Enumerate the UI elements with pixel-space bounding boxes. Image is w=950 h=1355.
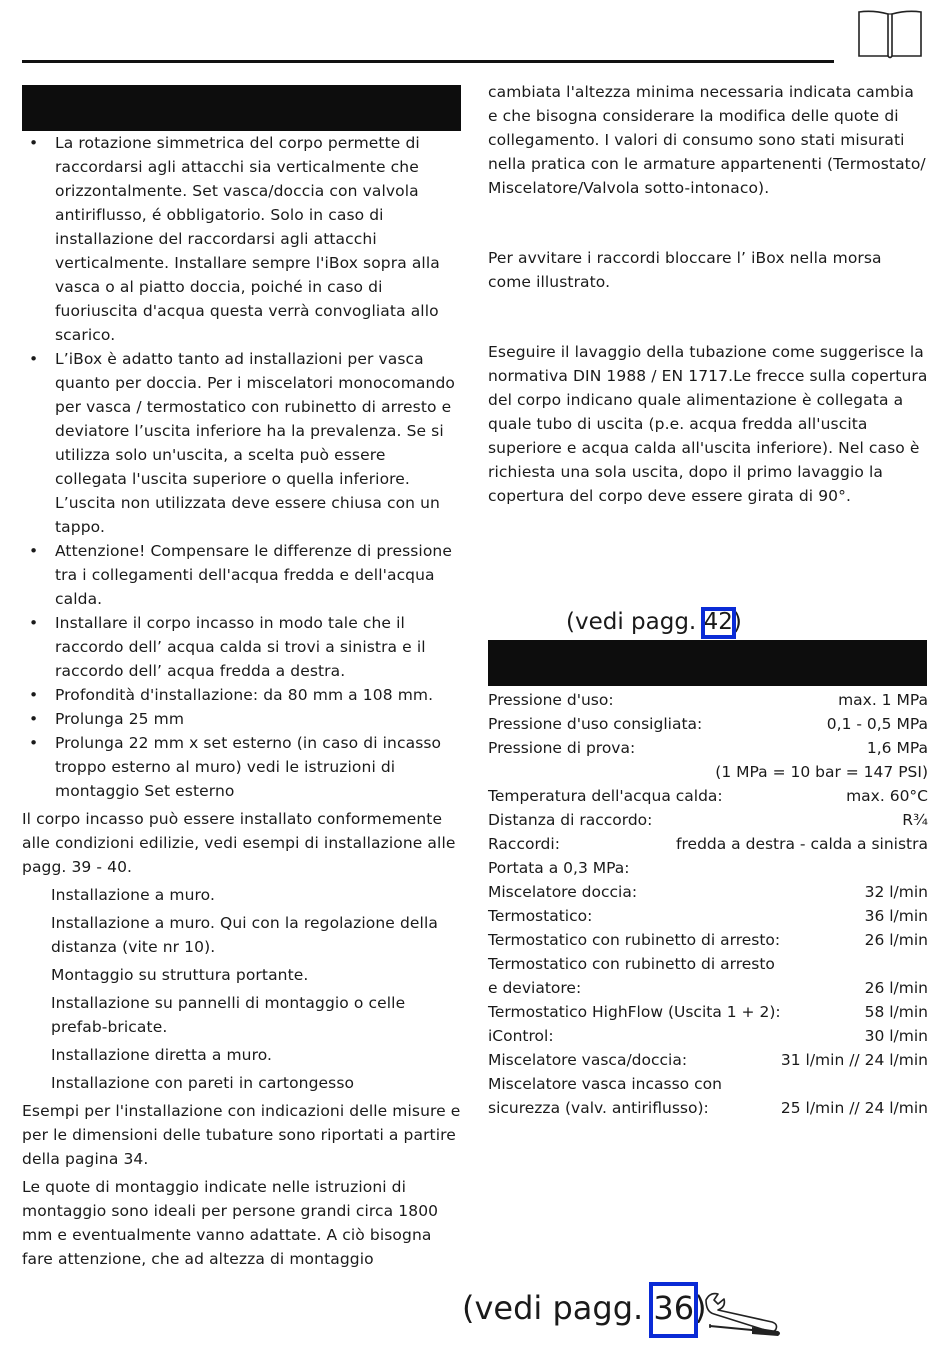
ref-prefix: (vedi pagg. bbox=[462, 1289, 654, 1327]
spec-value: 26 l/min bbox=[864, 979, 928, 997]
spec-value: R¾ bbox=[902, 811, 928, 829]
spec-row bbox=[488, 904, 928, 928]
spec-row bbox=[488, 784, 928, 808]
spec-row bbox=[488, 760, 928, 784]
install-type-item: Installazione a muro. bbox=[51, 886, 215, 904]
spec-row bbox=[488, 856, 928, 880]
ref-prefix: (vedi pagg. bbox=[566, 609, 704, 635]
section-header-bar-right bbox=[488, 640, 927, 686]
bullet-item: • Attenzione! Compensare le differenze di pressione tra i collegamenti dell'acqua fredda e dell'acqua calda. bbox=[22, 539, 462, 611]
spec-row bbox=[488, 1048, 928, 1072]
spec-value: max. 1 MPa bbox=[838, 691, 928, 709]
ref-page-number-link[interactable]: 42 bbox=[704, 606, 733, 638]
spec-value: 32 l/min bbox=[864, 883, 928, 901]
spec-value: 30 l/min bbox=[864, 1027, 928, 1045]
spec-label: Termostatico: bbox=[488, 907, 593, 925]
spec-label: iControl: bbox=[488, 1027, 554, 1045]
spec-label: Pressione d'uso: bbox=[488, 691, 614, 709]
spec-value: 25 l/min // 24 l/min bbox=[780, 1099, 928, 1117]
ref-suffix: ) bbox=[732, 609, 742, 635]
spec-value: max. 60°C bbox=[846, 787, 928, 805]
spec-value: 26 l/min bbox=[864, 931, 928, 949]
spec-value: 1,6 MPa bbox=[866, 739, 928, 757]
ref-suffix: ) bbox=[694, 1289, 707, 1327]
section-header-bar-left bbox=[22, 85, 461, 131]
instruction-bullet-list bbox=[22, 131, 462, 803]
bullet-item: • Installare il corpo incasso in modo tale che il raccordo dell’ acqua calda si trovi a sinistra e il raccordo dell’ acqua fredda a destra. bbox=[22, 611, 462, 683]
left-column bbox=[22, 131, 462, 1271]
ref-page-number-link[interactable]: 36 bbox=[653, 1286, 694, 1330]
continuation-paragraph: cambiata l'altezza minima necessaria indicata cambia e che bisogna considerare la modifica delle quote di collegamento. I valori di consumo sono stati misurati nella pratica con le armature appartenenti (Termostato/ Miscelatore/Valvola sotto-intonaco). bbox=[488, 83, 926, 197]
top-rule bbox=[22, 60, 834, 63]
page-reference-large bbox=[462, 1286, 707, 1330]
wrench-tools-icon bbox=[702, 1290, 784, 1340]
bullet-item: • Profondità d'installazione: da 80 mm a 108 mm. bbox=[22, 683, 462, 707]
spec-value: 58 l/min bbox=[864, 1003, 928, 1021]
spec-row bbox=[488, 712, 928, 736]
spec-row bbox=[488, 1024, 928, 1048]
page-reference-small bbox=[566, 606, 742, 638]
bullet-item: • L’iBox è adatto tanto ad installazioni per vasca quanto per doccia. Per i miscelatori monocomando per vasca / termostatico con rubinetto di arresto e deviatore l’uscita inferiore ha la prevalenza. Se si utilizza solo un'uscita, a scelta può essere collegata l'uscita superiore o quella inferiore. L’uscita non utilizzata deve essere chiusa con un tappo. bbox=[22, 347, 462, 539]
spec-row bbox=[488, 1096, 928, 1120]
spec-row bbox=[488, 928, 928, 952]
spec-row bbox=[488, 688, 928, 712]
spec-row bbox=[488, 808, 928, 832]
spec-value: 0,1 - 0,5 MPa bbox=[826, 715, 928, 733]
spec-label: Portata a 0,3 MPa: bbox=[488, 859, 630, 877]
install-type-item: Installazione diretta a muro. bbox=[51, 1046, 273, 1064]
spec-value: fredda a destra - calda a sinistra bbox=[676, 835, 928, 853]
spec-label: Miscelatore doccia: bbox=[488, 883, 638, 901]
technical-specs-table bbox=[488, 688, 928, 1120]
spec-label: Distanza di raccordo: bbox=[488, 811, 653, 829]
spec-row bbox=[488, 1000, 928, 1024]
spec-value: (1 MPa = 10 bar = 147 PSI) bbox=[715, 763, 928, 781]
install-type-item: Installazione a muro. Qui con la regolazione della distanza (vite nr 10). bbox=[51, 914, 438, 956]
spec-label: Termostatico HighFlow (Uscita 1 + 2): bbox=[488, 1003, 781, 1021]
spec-value: 36 l/min bbox=[864, 907, 928, 925]
bullet-item: • Prolunga 25 mm bbox=[22, 707, 462, 731]
spec-label: Termostatico con rubinetto di arresto bbox=[488, 955, 775, 973]
spec-row bbox=[488, 1072, 928, 1096]
install-type-item: Montaggio su struttura portante. bbox=[51, 966, 309, 984]
spec-label: Temperatura dell'acqua calda: bbox=[488, 787, 723, 805]
spec-label: Miscelatore vasca incasso con bbox=[488, 1075, 722, 1093]
spec-row bbox=[488, 880, 928, 904]
flushing-paragraph: Eseguire il lavaggio della tubazione come suggerisce la normativa DIN 1988 / EN 1717.Le frecce sulla copertura del corpo indicano quale alimentazione è collegata a quale tubo di uscita (p.e. acqua fredda all'uscita superiore e acqua calda all'uscita inferiore). Nel caso è richiesta una sola uscita, dopo il primo lavaggio la copertura del corpo deve essere girata di 90°. bbox=[488, 343, 928, 505]
vice-paragraph: Per avvitare i raccordi bloccare l’ iBox nella morsa come illustrato. bbox=[488, 249, 882, 291]
examples-paragraph: Esempi per l'installazione con indicazioni delle misure e per le dimensioni delle tubature sono riportati a partire della pagina 34. bbox=[22, 1102, 461, 1168]
spec-row bbox=[488, 976, 928, 1000]
bullet-item: • La rotazione simmetrica del corpo permette di raccordarsi agli attacchi sia verticalmente che orizzontalmente. Set vasca/doccia con valvola antiriflusso, é obbligatorio. Solo in caso di installazione del raccordarsi agli attacchi verticalmente. Installare sempre l'iBox sopra alla vasca o al piatto doccia, poiché in caso di fuoriuscita d'acqua questa verrà convogliata allo scarico. bbox=[22, 131, 462, 347]
install-type-item: Installazione su pannelli di montaggio o celle prefab-bricate. bbox=[51, 994, 406, 1036]
spec-row bbox=[488, 832, 928, 856]
spec-row bbox=[488, 736, 928, 760]
spec-label: Pressione d'uso consigliata: bbox=[488, 715, 703, 733]
spec-label: Termostatico con rubinetto di arresto: bbox=[488, 931, 781, 949]
open-book-icon bbox=[857, 8, 923, 60]
spec-label: Pressione di prova: bbox=[488, 739, 636, 757]
spec-label: Miscelatore vasca/doccia: bbox=[488, 1051, 688, 1069]
spec-label: sicurezza (valv. antiriflusso): bbox=[488, 1099, 709, 1117]
spec-value: 31 l/min // 24 l/min bbox=[780, 1051, 928, 1069]
install-type-item: Installazione con pareti in cartongesso bbox=[51, 1074, 355, 1092]
quote-paragraph: Le quote di montaggio indicate nelle istruzioni di montaggio sono ideali per persone grandi circa 1800 mm e eventualmente vanno adattate. A ciò bisogna fare attenzione, che ad altezza di montaggio bbox=[22, 1178, 439, 1268]
right-column bbox=[488, 80, 928, 508]
spec-label: Raccordi: bbox=[488, 835, 560, 853]
spec-label: e deviatore: bbox=[488, 979, 582, 997]
install-paragraph: Il corpo incasso può essere installato conformemente alle condizioni edilizie, vedi esempi di installazione alle pagg. 39 - 40. bbox=[22, 810, 456, 876]
spec-row bbox=[488, 952, 928, 976]
bullet-item: • Prolunga 22 mm x set esterno (in caso di incasso troppo esterno al muro) vedi le istruzioni di montaggio Set esterno bbox=[22, 731, 462, 803]
